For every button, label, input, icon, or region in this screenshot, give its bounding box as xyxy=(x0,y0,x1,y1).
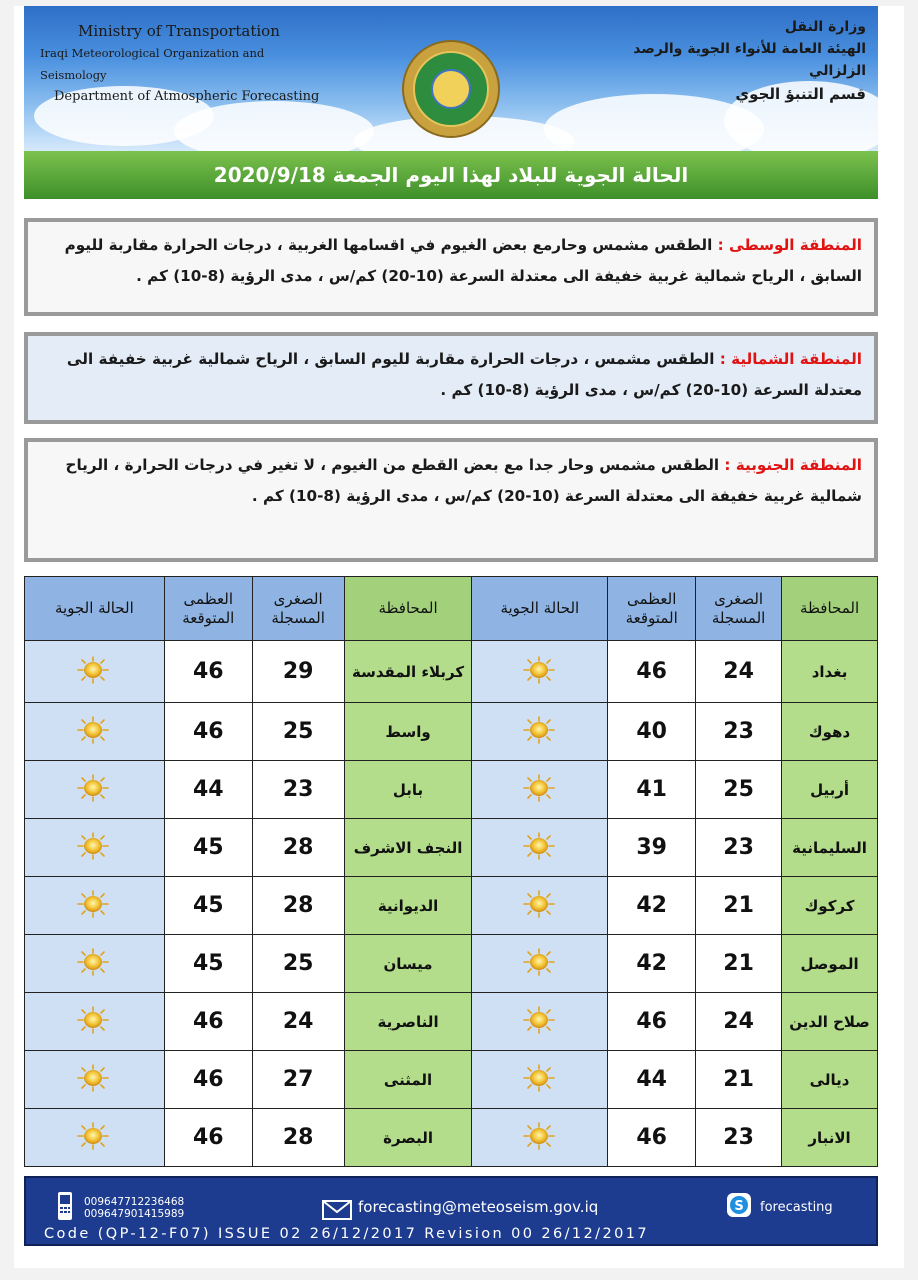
title-bar xyxy=(24,151,878,199)
min-temp-cell: 24 xyxy=(252,993,344,1051)
organization-name-en: Iraqi Meteorological Organization and Seismology xyxy=(40,46,265,82)
max-temp-cell: 46 xyxy=(164,703,252,761)
table-row xyxy=(25,1109,878,1167)
table-row xyxy=(25,935,878,993)
min-temp-cell: 23 xyxy=(252,761,344,819)
governorate-cell: الموصل xyxy=(782,935,878,993)
sun-icon xyxy=(77,716,111,742)
governorate-cell: الانبار xyxy=(782,1109,878,1167)
condition-cell xyxy=(25,819,165,877)
department-name-ar: قسم التنبؤ الجوي xyxy=(735,85,866,103)
sun-icon xyxy=(523,890,557,916)
governorate-cell: كربلاء المقدسة xyxy=(344,641,472,703)
table-row xyxy=(25,703,878,761)
min-temp-cell: 29 xyxy=(252,641,344,703)
header-governorate: المحافظة xyxy=(782,577,878,641)
condition-cell xyxy=(25,703,165,761)
min-temp-cell: 23 xyxy=(696,703,782,761)
sun-icon xyxy=(523,1006,557,1032)
governorate-cell: المثنى xyxy=(344,1051,472,1109)
document-code: Code (QP-12-F07) ISSUE 02 26/12/2017 Revision 00 26/12/2017 xyxy=(44,1226,649,1242)
ministry-name-en: Ministry of Transportation xyxy=(78,22,280,40)
governorate-cell: بابل xyxy=(344,761,472,819)
sun-icon xyxy=(77,774,111,800)
max-temp-cell: 46 xyxy=(164,1109,252,1167)
governorate-cell: الديوانية xyxy=(344,877,472,935)
department-name-en: Department of Atmospheric Forecasting xyxy=(54,89,320,104)
governorate-cell: ديالى xyxy=(782,1051,878,1109)
phone-icon xyxy=(56,1190,74,1222)
header-banner xyxy=(24,6,878,151)
min-temp-cell: 23 xyxy=(696,819,782,877)
header-arabic xyxy=(606,16,866,106)
table-row xyxy=(25,993,878,1051)
header-governorate: المحافظة xyxy=(344,577,472,641)
condition-cell xyxy=(25,935,165,993)
condition-cell xyxy=(25,877,165,935)
governorate-cell: البصرة xyxy=(344,1109,472,1167)
sun-icon xyxy=(523,1122,557,1148)
condition-cell xyxy=(472,935,608,993)
condition-cell xyxy=(25,993,165,1051)
region-text: الطقس مشمس وحارمع بعض الغيوم في اقسامها الغربية ، درجات الحرارة مقاربة لليوم السابق ، الرياح شمالية غربية خفيفة الى معتدلة السرعة (10-20) كم/س ، مدى الرؤية (8-10) كم . xyxy=(64,236,862,285)
governorate-cell: ميسان xyxy=(344,935,472,993)
max-temp-cell: 45 xyxy=(164,819,252,877)
weather-table xyxy=(24,576,878,1167)
sun-icon xyxy=(523,1064,557,1090)
organization-logo xyxy=(402,40,500,138)
min-temp-cell: 27 xyxy=(252,1051,344,1109)
governorate-cell: الناصرية xyxy=(344,993,472,1051)
condition-cell xyxy=(472,877,608,935)
region-name: المنطقة الجنوبية : xyxy=(724,456,862,474)
sun-icon xyxy=(77,832,111,858)
sun-icon xyxy=(77,890,111,916)
sun-icon xyxy=(77,1006,111,1032)
max-temp-cell: 46 xyxy=(608,1109,696,1167)
min-temp-cell: 23 xyxy=(696,1109,782,1167)
skype-icon xyxy=(726,1192,752,1218)
condition-cell xyxy=(472,819,608,877)
min-temp-cell: 28 xyxy=(252,1109,344,1167)
region-text: الطقس مشمس ، درجات الحرارة مقاربة لليوم السابق ، الرياح شمالية غربية خفيفة الى معتدلة السرعة (10-20) كم/س ، مدى الرؤية (8-10) كم . xyxy=(66,350,862,399)
condition-cell xyxy=(472,641,608,703)
min-temp-cell: 24 xyxy=(696,993,782,1051)
sun-icon xyxy=(523,656,557,682)
region-name: المنطقة الشمالية : xyxy=(719,350,862,368)
region-central xyxy=(24,218,878,316)
min-temp-cell: 21 xyxy=(696,877,782,935)
header-english xyxy=(24,20,324,108)
table-row xyxy=(25,877,878,935)
max-temp-cell: 46 xyxy=(164,1051,252,1109)
max-temp-cell: 42 xyxy=(608,935,696,993)
table-header-row xyxy=(25,577,878,641)
sun-icon xyxy=(523,716,557,742)
condition-cell xyxy=(472,1051,608,1109)
condition-cell xyxy=(472,1109,608,1167)
header-condition: الحالة الجوية xyxy=(25,577,165,641)
header-min-recorded: الصغرى المسجلة xyxy=(252,577,344,641)
table-row xyxy=(25,641,878,703)
governorate-cell: السليمانية xyxy=(782,819,878,877)
organization-name-ar: الهيئة العامة للأنواء الجوية والرصد الزلزالي xyxy=(633,41,866,79)
sun-icon xyxy=(77,1064,111,1090)
min-temp-cell: 21 xyxy=(696,935,782,993)
condition-cell xyxy=(472,761,608,819)
governorate-cell: النجف الاشرف xyxy=(344,819,472,877)
svg-text:S: S xyxy=(734,1199,744,1214)
skype-handle[interactable]: forecasting xyxy=(760,1200,833,1215)
max-temp-cell: 40 xyxy=(608,703,696,761)
page-title: الحالة الجوية للبلاد لهذا اليوم الجمعة 2020/9/18 xyxy=(213,163,689,187)
table-row xyxy=(25,761,878,819)
header-condition: الحالة الجوية xyxy=(472,577,608,641)
max-temp-cell: 46 xyxy=(164,993,252,1051)
max-temp-cell: 41 xyxy=(608,761,696,819)
max-temp-cell: 46 xyxy=(608,641,696,703)
sun-icon xyxy=(523,774,557,800)
sun-icon xyxy=(523,948,557,974)
max-temp-cell: 45 xyxy=(164,877,252,935)
region-name: المنطقة الوسطى : xyxy=(717,236,862,254)
governorate-cell: صلاح الدين xyxy=(782,993,878,1051)
phone-number-2: 009647901415989 xyxy=(84,1208,185,1220)
max-temp-cell: 42 xyxy=(608,877,696,935)
max-temp-cell: 46 xyxy=(164,641,252,703)
governorate-cell: واسط xyxy=(344,703,472,761)
phone-numbers xyxy=(84,1196,184,1220)
governorate-cell: بغداد xyxy=(782,641,878,703)
condition-cell xyxy=(25,1051,165,1109)
email-link[interactable]: forecasting@meteoseism.gov.iq xyxy=(358,1198,599,1216)
condition-cell xyxy=(25,641,165,703)
max-temp-cell: 46 xyxy=(608,993,696,1051)
max-temp-cell: 44 xyxy=(164,761,252,819)
region-north xyxy=(24,332,878,424)
ministry-name-ar: وزارة النقل xyxy=(784,19,866,35)
min-temp-cell: 25 xyxy=(252,703,344,761)
min-temp-cell: 24 xyxy=(696,641,782,703)
min-temp-cell: 25 xyxy=(696,761,782,819)
sun-icon xyxy=(77,1122,111,1148)
min-temp-cell: 28 xyxy=(252,877,344,935)
condition-cell xyxy=(472,703,608,761)
sun-icon xyxy=(77,656,111,682)
min-temp-cell: 28 xyxy=(252,819,344,877)
sun-icon xyxy=(523,832,557,858)
condition-cell xyxy=(472,993,608,1051)
governorate-cell: أربيل xyxy=(782,761,878,819)
region-south xyxy=(24,438,878,562)
table-row xyxy=(25,1051,878,1109)
max-temp-cell: 45 xyxy=(164,935,252,993)
governorate-cell: دهوك xyxy=(782,703,878,761)
sun-icon xyxy=(77,948,111,974)
header-max-expected: العظمى المتوقعة xyxy=(164,577,252,641)
condition-cell xyxy=(25,761,165,819)
max-temp-cell: 39 xyxy=(608,819,696,877)
condition-cell xyxy=(25,1109,165,1167)
header-min-recorded: الصغرى المسجلة xyxy=(696,577,782,641)
max-temp-cell: 44 xyxy=(608,1051,696,1109)
table-row xyxy=(25,819,878,877)
min-temp-cell: 25 xyxy=(252,935,344,993)
region-text: الطقس مشمس وحار جدا مع بعض القطع من الغيوم ، لا تغير في درجات الحرارة ، الرياح شمالية غربية خفيفة الى معتدلة السرعة (10-20) كم/س ، مدى الرؤية (8-10) كم . xyxy=(65,456,862,505)
min-temp-cell: 21 xyxy=(696,1051,782,1109)
footer-bar xyxy=(24,1176,878,1246)
governorate-cell: كركوك xyxy=(782,877,878,935)
phone-number-1: 009647712236468 xyxy=(84,1196,185,1208)
header-max-expected: العظمى المتوقعة xyxy=(608,577,696,641)
mail-icon xyxy=(322,1200,352,1220)
